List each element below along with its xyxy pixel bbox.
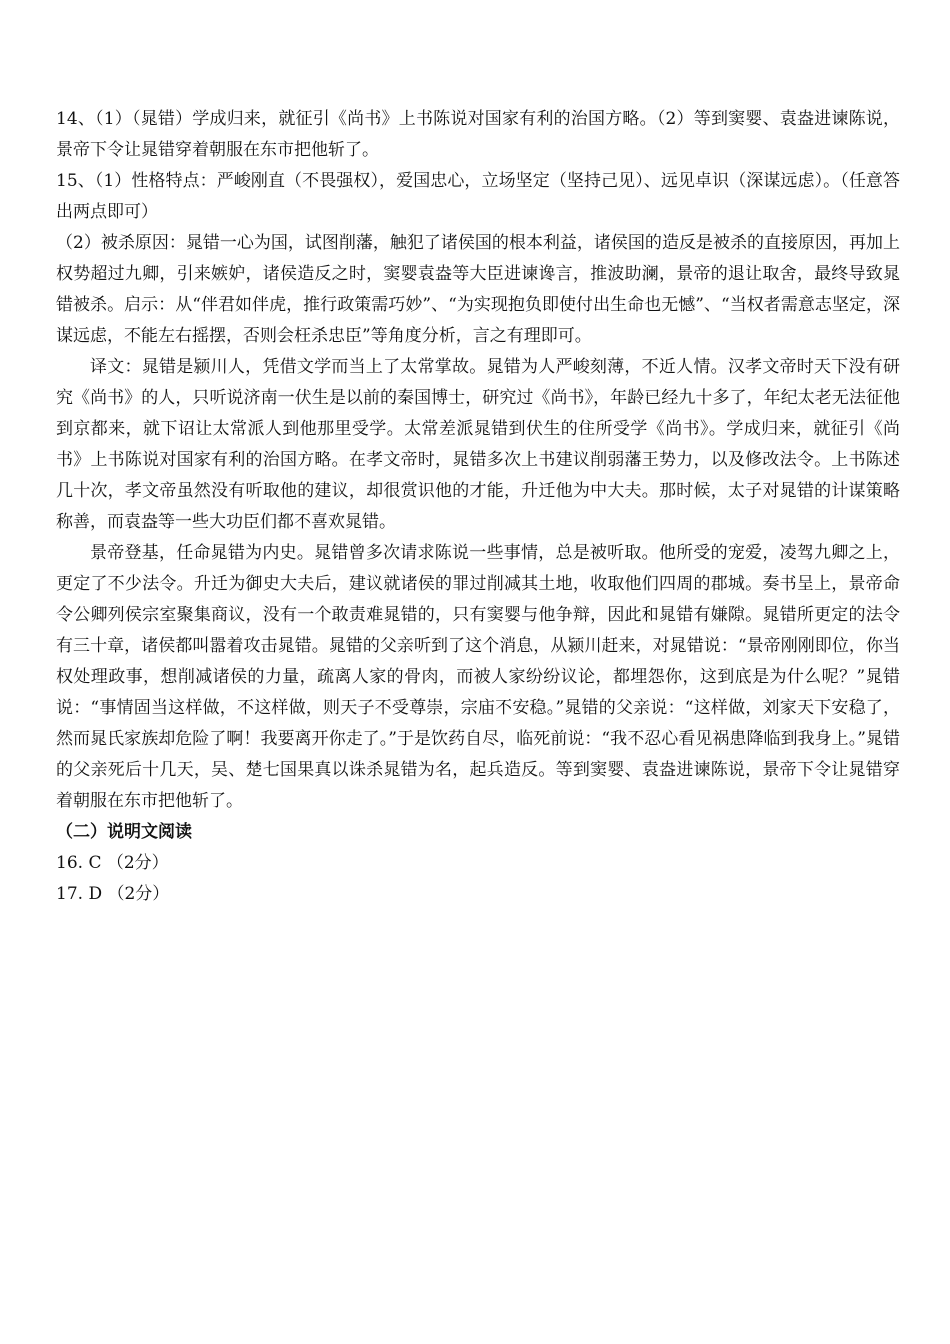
answer-q15-part1: 15、（1）性格特点：严峻刚直（不畏强权），爱国忠心，立场坚定（坚持己见）、远见卓识（深谋远虑）。（任意答出两点即可）	[56, 171, 900, 222]
answer-q16: 16. C （2分）	[56, 853, 169, 873]
translation-paragraph-1: 译文：晁错是颍川人，凭借文学而当上了太常掌故。晁错为人严峻刻薄，不近人情。汉孝文帝时天下没有研究《尚书》的人，只听说济南一伏生是以前的秦国博士，研究过《尚书》，年龄已经九十多了，年纪太老无法征他到京都来，就下诏让太常派人到他那里受学。太常差派晁错到伏生的住所受学《尚书》。学成归来，就征引《尚书》上书陈说对国家有利的治国方略。在孝文帝时，晁错多次上书建议削弱藩王势力，以及修改法令。上书陈述几十次，孝文帝虽然没有听取他的建议，却很赏识他的才能，升迁他为中大夫。那时候，太子对晁错的计谋策略称善，而袁盎等一些大功臣们都不喜欢晁错。	[56, 357, 900, 532]
answer-q15-part2: （2）被杀原因：晁错一心为国，试图削藩，触犯了诸侯国的根本利益，诸侯国的造反是被杀的直接原因，再加上权势超过九卿，引来嫉妒，诸侯造反之时，窦婴袁盎等大臣进谏谗言，推波助澜，景帝的退让取舍，最终导致晁错被杀。启示：从“伴君如伴虎，推行政策需巧妙”、“为实现抱负即使付出生命也无憾”、“当权者需意志坚定，深谋远虑，不能左右摇摆，否则会枉杀忠臣”等角度分析，言之有理即可。	[56, 233, 900, 346]
translation-paragraph-2: 景帝登基，任命晁错为内史。晁错曾多次请求陈说一些事情，总是被听取。他所受的宠爱，凌驾九卿之上，更定了不少法令。升迁为御史大夫后，建议就诸侯的罪过削减其土地，收取他们四周的郡城。奏书呈上，景帝命令公卿列侯宗室聚集商议，没有一个敢责难晁错的，只有窦婴与他争辩，因此和晁错有嫌隙。晁错所更定的法令有三十章，诸侯都叫嚣着攻击晁错。晁错的父亲听到了这个消息，从颍川赶来，对晁错说：“景帝刚刚即位，你当权处理政事，想削减诸侯的力量，疏离人家的骨肉，而被人家纷纷议论，都埋怨你，这到底是为什么呢？”晁错说：“事情固当这样做，不这样做，则天子不受尊崇，宗庙不安稳。”晁错的父亲说：“这样做，刘家天下安稳了，然而晁氏家族却危险了啊！我要离开你走了。”于是饮药自尽，临死前说：“我不忍心看见祸患降临到我身上。”晁错的父亲死后十几天，吴、楚七国果真以诛杀晁错为名，起兵造反。等到窦婴、袁盎进谏陈说，景帝下令让晁错穿着朝服在东市把他斩了。	[56, 543, 900, 811]
section-heading-expository-reading: （二）说明文阅读	[56, 822, 192, 842]
answer-page	[56, 104, 900, 910]
answer-q17: 17. D （2分）	[56, 884, 170, 904]
answer-q14: 14、（1）（晁错）学成归来，就征引《尚书》上书陈说对国家有利的治国方略。（2）等到窦婴、袁盎进谏陈说，景帝下令让晁错穿着朝服在东市把他斩了。	[56, 109, 900, 160]
